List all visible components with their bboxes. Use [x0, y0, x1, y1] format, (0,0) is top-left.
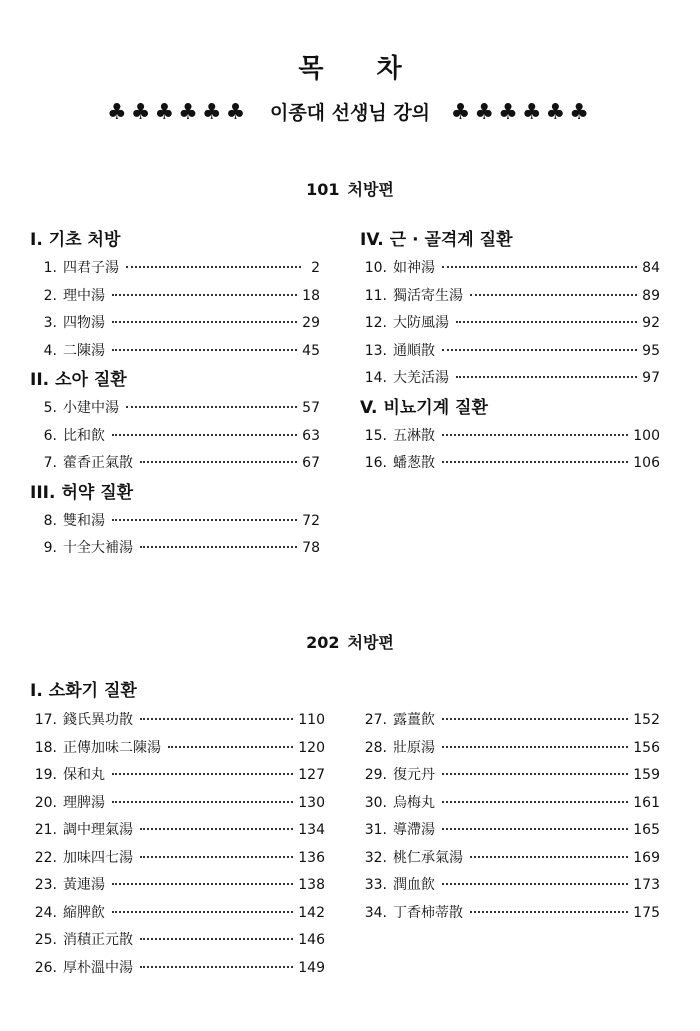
- toc-entry: [30, 535, 320, 563]
- dot-leader: [470, 294, 637, 296]
- part-label: 처방편: [347, 180, 394, 199]
- dot-leader: [442, 801, 628, 803]
- page-number: 45: [302, 342, 320, 359]
- prescription-name: 十全大補湯: [63, 540, 133, 556]
- prescription-name: 通順散: [393, 342, 435, 359]
- dot-leader: [442, 349, 637, 351]
- section-heading: [360, 225, 660, 255]
- dot-leader: [140, 828, 293, 830]
- toc-entry: [30, 762, 325, 790]
- dot-leader: [112, 294, 297, 296]
- entry-number: 31.: [364, 822, 387, 838]
- dot-leader: [140, 938, 293, 940]
- dot-leader: [442, 266, 637, 268]
- page-number: 67: [302, 455, 320, 471]
- toc-entry: [30, 450, 320, 478]
- prescription-name: 調中理氣湯: [63, 822, 133, 838]
- part-202-heading: [0, 630, 700, 653]
- toc-entry: [30, 955, 325, 983]
- entry-number: 14.: [364, 370, 387, 386]
- page-number: 97: [642, 370, 660, 386]
- toc-entry: [30, 310, 320, 338]
- entry-number: 10.: [364, 260, 387, 276]
- subtitle-row: [0, 98, 700, 125]
- entry-number: 1.: [43, 260, 57, 276]
- toc-entry: [30, 283, 320, 311]
- entry-number: 6.: [43, 427, 57, 444]
- entry-number: 29.: [364, 767, 387, 783]
- entry-number: 2.: [43, 287, 57, 304]
- dot-leader: [112, 519, 297, 521]
- page-number: 110: [298, 712, 325, 728]
- toc-entry: [360, 872, 660, 900]
- dot-leader: [140, 546, 297, 548]
- dot-leader: [456, 321, 637, 323]
- prescription-name: 復元丹: [393, 767, 435, 783]
- prescription-name: 大防風湯: [393, 315, 449, 331]
- entry-number: 7.: [43, 455, 57, 471]
- prescription-name: 二陳湯: [63, 342, 105, 359]
- toc-entry: [360, 283, 660, 311]
- dot-leader: [140, 966, 293, 968]
- section-roman: I.: [30, 230, 43, 250]
- toc-entry: [30, 900, 325, 928]
- dot-leader: [126, 406, 297, 408]
- page-number: 89: [642, 287, 660, 304]
- prescription-name: 潤血飮: [393, 877, 435, 893]
- page-number: 142: [298, 904, 325, 921]
- prescription-name: 黃連湯: [63, 877, 105, 893]
- club-icons-left: ♣♣♣♣♣♣: [107, 100, 250, 125]
- prescription-name: 蟠葱散: [393, 455, 435, 471]
- toc-entry: [30, 735, 325, 763]
- dot-leader: [112, 911, 293, 913]
- part-label: 처방편: [347, 633, 394, 652]
- toc-entry: [360, 365, 660, 393]
- prescription-name: 如神湯: [393, 260, 435, 276]
- toc-entry: [30, 338, 320, 366]
- prescription-name: 正傳加味二陳湯: [63, 739, 161, 756]
- section-title: 허약 질환: [61, 482, 134, 503]
- entry-number: 20.: [34, 794, 57, 811]
- page-number: 72: [302, 512, 320, 529]
- section-roman: I.: [30, 681, 43, 701]
- prescription-name: 縮脾飮: [63, 904, 105, 921]
- prescription-name: 比和飮: [63, 427, 105, 444]
- dot-leader: [442, 461, 628, 463]
- entry-number: 13.: [364, 342, 387, 359]
- dot-leader: [112, 883, 293, 885]
- page-number: 156: [633, 739, 660, 756]
- toc-entry: [30, 927, 325, 955]
- page-number: 136: [298, 849, 325, 866]
- toc-entry: [360, 762, 660, 790]
- dot-leader: [442, 883, 628, 885]
- entry-number: 24.: [34, 904, 57, 921]
- dot-leader: [442, 828, 628, 830]
- toc-entry: [360, 707, 660, 735]
- page-number: 138: [298, 877, 325, 893]
- prescription-name: 加味四七湯: [63, 849, 133, 866]
- page-number: 120: [298, 739, 325, 756]
- page-number: 152: [633, 712, 660, 728]
- page-number: 130: [298, 794, 325, 811]
- page-title: 목 차: [298, 54, 424, 84]
- page-number: 165: [633, 822, 660, 838]
- prescription-name: 雙和湯: [63, 512, 105, 529]
- page-number: 18: [302, 287, 320, 304]
- prescription-name: 獨活寄生湯: [393, 287, 463, 304]
- page-number: 57: [302, 400, 320, 416]
- entry-number: 8.: [43, 512, 57, 529]
- subtitle: 이종대 선생님 강의: [269, 102, 431, 124]
- dot-leader: [442, 773, 628, 775]
- entry-number: 17.: [34, 712, 57, 728]
- dot-leader: [168, 746, 293, 748]
- prescription-name: 消積正元散: [63, 932, 133, 948]
- prescription-name: 四君子湯: [63, 260, 119, 276]
- entry-number: 28.: [364, 739, 387, 756]
- page-number: 95: [642, 342, 660, 359]
- section-title: 기초 처방: [48, 230, 121, 250]
- dot-leader: [112, 434, 297, 436]
- page-number: 106: [633, 455, 660, 471]
- section-title: 소아 질환: [55, 370, 127, 390]
- page-number: 63: [302, 427, 320, 444]
- toc-entry: [30, 790, 325, 818]
- entry-number: 3.: [43, 315, 57, 331]
- page-number: 92: [642, 315, 660, 331]
- entry-number: 33.: [364, 877, 387, 893]
- page-number: 175: [633, 904, 660, 921]
- section-roman: IV.: [360, 230, 384, 250]
- section-heading: [30, 478, 320, 508]
- entry-number: 27.: [364, 712, 387, 728]
- prescription-name: 藿香正氣散: [63, 455, 133, 471]
- page-number: 169: [633, 849, 660, 866]
- prescription-name: 錢氏異功散: [63, 712, 133, 728]
- section-roman: III.: [30, 482, 56, 503]
- toc-entry: [30, 817, 325, 845]
- toc-column-202-right: [360, 707, 660, 927]
- toc-entry: [360, 845, 660, 873]
- toc-entry: [30, 255, 320, 283]
- dot-leader: [442, 718, 628, 720]
- prescription-name: 四物湯: [63, 315, 105, 331]
- page-number: 161: [633, 794, 660, 811]
- toc-entry: [360, 450, 660, 478]
- page-number: 2: [311, 260, 320, 276]
- toc-column-101-right: [360, 225, 660, 478]
- section-heading: [30, 365, 320, 395]
- section-roman: V.: [360, 397, 378, 418]
- entry-number: 30.: [364, 794, 387, 811]
- page-number: 100: [633, 427, 660, 444]
- entry-number: 34.: [364, 904, 387, 921]
- prescription-name: 五淋散: [393, 427, 435, 444]
- dot-leader: [456, 376, 637, 378]
- entry-number: 18.: [34, 739, 57, 756]
- entry-number: 9.: [43, 540, 57, 556]
- toc-entry: [30, 423, 320, 451]
- dot-leader: [470, 911, 628, 913]
- page-number: 149: [298, 959, 325, 976]
- toc-column-202-left: [30, 707, 325, 982]
- page-number: 159: [633, 767, 660, 783]
- dot-leader: [112, 321, 297, 323]
- prescription-name: 導滯湯: [393, 822, 435, 838]
- section-title: 비뇨기계 질환: [383, 397, 488, 418]
- entry-number: 21.: [34, 822, 57, 838]
- toc-entry: [360, 735, 660, 763]
- dot-leader: [112, 773, 293, 775]
- page-number: 127: [298, 767, 325, 783]
- prescription-name: 小建中湯: [63, 400, 119, 416]
- toc-entry: [30, 872, 325, 900]
- toc-entry: [30, 508, 320, 536]
- section-title: 근 · 골격계 질환: [389, 230, 513, 250]
- dot-leader: [112, 801, 293, 803]
- toc-entry: [360, 338, 660, 366]
- page-number: 29: [302, 315, 320, 331]
- section-heading-202: [30, 676, 430, 706]
- entry-number: 23.: [34, 877, 57, 893]
- dot-leader: [470, 856, 628, 858]
- dot-leader: [140, 461, 297, 463]
- dot-leader: [112, 349, 297, 351]
- entry-number: 4.: [43, 342, 57, 359]
- toc-entry: [360, 310, 660, 338]
- dot-leader: [140, 718, 293, 720]
- prescription-name: 露薑飮: [393, 712, 435, 728]
- part-number: 101: [306, 180, 340, 199]
- page-number: 78: [302, 540, 320, 556]
- toc-entry: [30, 845, 325, 873]
- prescription-name: 保和丸: [63, 767, 105, 783]
- page-number: 84: [642, 260, 660, 276]
- prescription-name: 理脾湯: [63, 794, 105, 811]
- toc-column-101-left: [30, 225, 320, 563]
- page-number: 134: [298, 822, 325, 838]
- section-roman: II.: [30, 370, 50, 390]
- dot-leader: [442, 434, 628, 436]
- entry-number: 12.: [364, 315, 387, 331]
- part-number: 202: [306, 633, 340, 652]
- prescription-name: 理中湯: [63, 287, 105, 304]
- entry-number: 15.: [364, 427, 387, 444]
- page-number: 173: [633, 877, 660, 893]
- toc-entry: [360, 423, 660, 451]
- club-icons-right: ♣♣♣♣♣♣: [450, 100, 593, 125]
- section-heading: [30, 225, 320, 255]
- dot-leader: [140, 856, 293, 858]
- prescription-name: 桃仁承氣湯: [393, 849, 463, 866]
- entry-number: 11.: [364, 287, 387, 304]
- prescription-name: 厚朴溫中湯: [63, 959, 133, 976]
- page-number: 146: [298, 932, 325, 948]
- toc-entry: [30, 707, 325, 735]
- entry-number: 16.: [364, 455, 387, 471]
- entry-number: 25.: [34, 932, 57, 948]
- section-title: 소화기 질환: [48, 681, 137, 701]
- prescription-name: 壯原湯: [393, 739, 435, 756]
- prescription-name: 丁香柿蒂散: [393, 904, 463, 921]
- entry-number: 32.: [364, 849, 387, 866]
- toc-entry: [30, 395, 320, 423]
- dot-leader: [442, 746, 628, 748]
- part-101-heading: [0, 177, 700, 200]
- entry-number: 5.: [43, 400, 57, 416]
- prescription-name: 大羌活湯: [393, 370, 449, 386]
- dot-leader: [126, 266, 301, 268]
- entry-number: 26.: [34, 959, 57, 976]
- entry-number: 22.: [34, 849, 57, 866]
- toc-entry: [360, 817, 660, 845]
- toc-entry: [360, 255, 660, 283]
- entry-number: 19.: [34, 767, 57, 783]
- toc-entry: [360, 900, 660, 928]
- prescription-name: 烏梅丸: [393, 794, 435, 811]
- toc-entry: [360, 790, 660, 818]
- section-heading: [360, 393, 660, 423]
